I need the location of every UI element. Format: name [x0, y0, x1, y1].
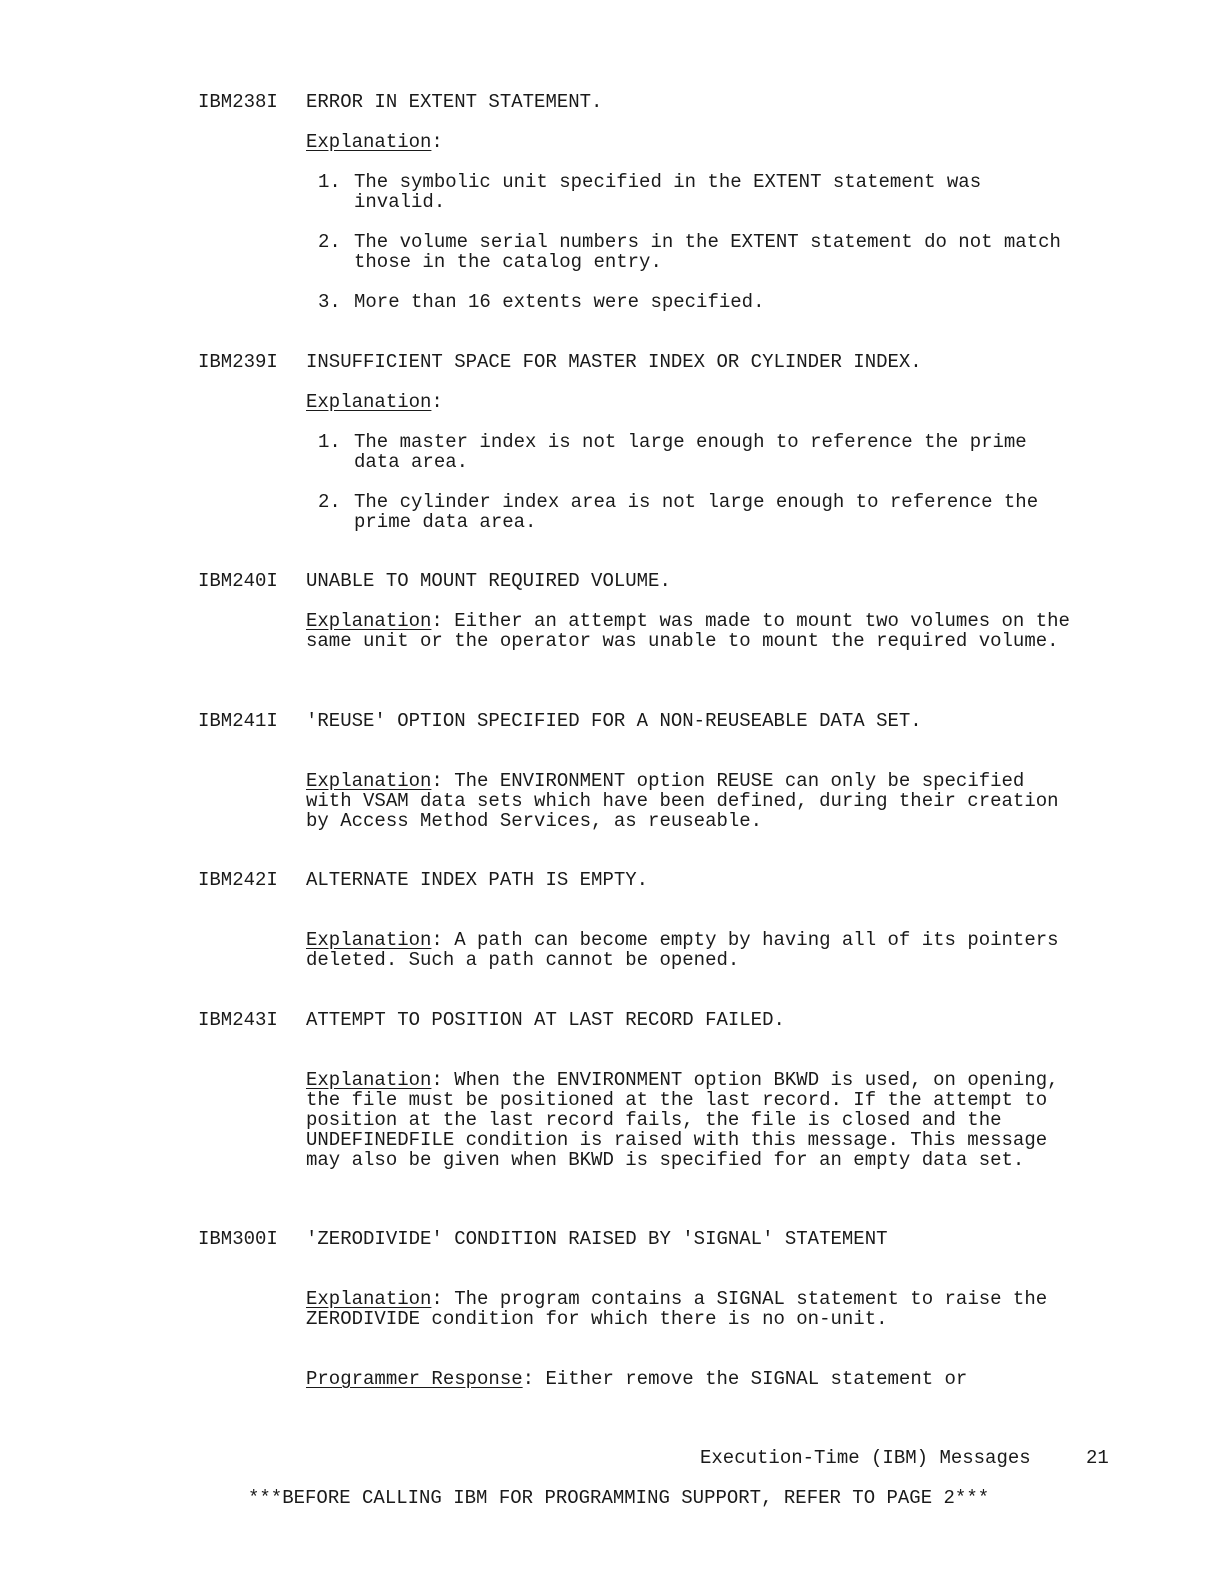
explanation-paragraph: Explanation: A path can become empty by having all of its pointers deleted. Such a path cannot be opened.: [306, 929, 1059, 971]
explanation-label: Explanation: [306, 610, 432, 632]
explanation-label: Explanation: [306, 1069, 432, 1091]
explanation-label: Explanation: [306, 770, 432, 792]
list-text: The symbolic unit specified in the EXTENT statement was invalid.: [354, 171, 982, 213]
list-number: 1.: [318, 171, 341, 193]
explanation-label: Explanation: [306, 131, 432, 153]
explanation-paragraph: Explanation: When the ENVIRONMENT option BKWD is used, on opening, the file must be positioned at the last record. If the attempt to position at the last record fails, the file is closed and the UNDEFINEDFILE condition is raised with this message. This message may also be given when BKWD is specified for an empty data set.: [306, 1069, 1059, 1171]
explanation-paragraph: Explanation: Either an attempt was made to mount two volumes on the same unit or the operator was unable to mount the required volume.: [306, 610, 1070, 652]
message-id: IBM240I: [198, 570, 278, 592]
message-id: IBM241I: [198, 710, 278, 732]
list-number: 1.: [318, 431, 341, 453]
message-body: Explanation: 1. The symbolic unit specified in the EXTENT statement was invalid. 2. The volume serial numbers in the EXTENT statement do not match those in the catalog entry. 3. More than 16 extents were specified.: [306, 132, 1076, 152]
explanation-text: The ENVIRONMENT option REUSE can only be specified with VSAM data sets which have been defined, during their creation by Access Method Services, as reuseable.: [306, 770, 1059, 832]
message-id: IBM242I: [198, 869, 278, 891]
support-banner: ***BEFORE CALLING IBM FOR PROGRAMMING SUPPORT, REFER TO PAGE 2***: [248, 1487, 990, 1509]
page-number: 21: [1086, 1447, 1109, 1469]
response-label: Programmer Response: [306, 1368, 523, 1390]
programmer-response: [306, 1369, 1076, 1389]
explanation-text: The program contains a SIGNAL statement to raise the ZERODIVIDE condition for which there is no on-unit.: [306, 1288, 1048, 1330]
message-title: 'REUSE' OPTION SPECIFIED FOR A NON-REUSEABLE DATA SET.: [306, 710, 922, 732]
response-paragraph: Programmer Response: Either remove the SIGNAL statement or: [306, 1368, 968, 1390]
explanation-label: Explanation: [306, 391, 432, 413]
message-title: 'ZERODIVIDE' CONDITION RAISED BY 'SIGNAL' STATEMENT: [306, 1228, 888, 1250]
explanation-label: Explanation: [306, 929, 432, 951]
message-body: [306, 1289, 1076, 1329]
message-body: Explanation: 1. The master index is not large enough to reference the prime data area. 2. The cylinder index area is not large enough to reference the prime data area.: [306, 392, 1076, 412]
message-body: [306, 771, 1076, 831]
response-text: Either remove the SIGNAL statement or: [545, 1368, 968, 1390]
explanation-text: Either an attempt was made to mount two volumes on the same unit or the operator was unable to mount the required volume.: [306, 610, 1070, 652]
explanation-text: When the ENVIRONMENT option BKWD is used, on opening, the file must be positioned at the last record. If the attempt to position at the last record fails, the file is closed and the UNDEFINEDFILE condition is raised with this message. This message may also be given when BKWD is specified for an empty data set.: [306, 1069, 1059, 1171]
footer-section-title: Execution-Time (IBM) Messages: [700, 1447, 1031, 1469]
explanation-paragraph: Explanation: The ENVIRONMENT option REUSE can only be specified with VSAM data sets which have been defined, during their creation by Access Method Services, as reuseable.: [306, 770, 1059, 832]
list-number: 2.: [318, 491, 341, 513]
message-id: IBM238I: [198, 91, 278, 113]
explanation-paragraph: Explanation: The program contains a SIGNAL statement to raise the ZERODIVIDE condition for which there is no on-unit.: [306, 1288, 1048, 1330]
message-title: UNABLE TO MOUNT REQUIRED VOLUME.: [306, 570, 671, 592]
message-id: IBM239I: [198, 351, 278, 373]
message-id: IBM243I: [198, 1009, 278, 1031]
explanation-text: A path can become empty by having all of its pointers deleted. Such a path cannot be opened.: [306, 929, 1059, 971]
message-title: ATTEMPT TO POSITION AT LAST RECORD FAILED.: [306, 1009, 785, 1031]
explanation-label: Explanation: [306, 1288, 432, 1310]
list-text: The volume serial numbers in the EXTENT statement do not match those in the catalog entry.: [354, 231, 1061, 273]
list-number: 2.: [318, 231, 341, 253]
message-title: ALTERNATE INDEX PATH IS EMPTY.: [306, 869, 649, 891]
message-title: ERROR IN EXTENT STATEMENT.: [306, 91, 603, 113]
list-text: The cylinder index area is not large enough to reference the prime data area.: [354, 491, 1039, 533]
list-text: The master index is not large enough to reference the prime data area.: [354, 431, 1027, 473]
message-id: IBM300I: [198, 1228, 278, 1250]
list-number: 3.: [318, 291, 341, 313]
message-body: [306, 930, 1076, 970]
message-body: [306, 611, 1076, 651]
list-text: More than 16 extents were specified.: [354, 291, 765, 313]
message-body: [306, 1070, 1076, 1170]
message-title: INSUFFICIENT SPACE FOR MASTER INDEX OR CYLINDER INDEX.: [306, 351, 922, 373]
